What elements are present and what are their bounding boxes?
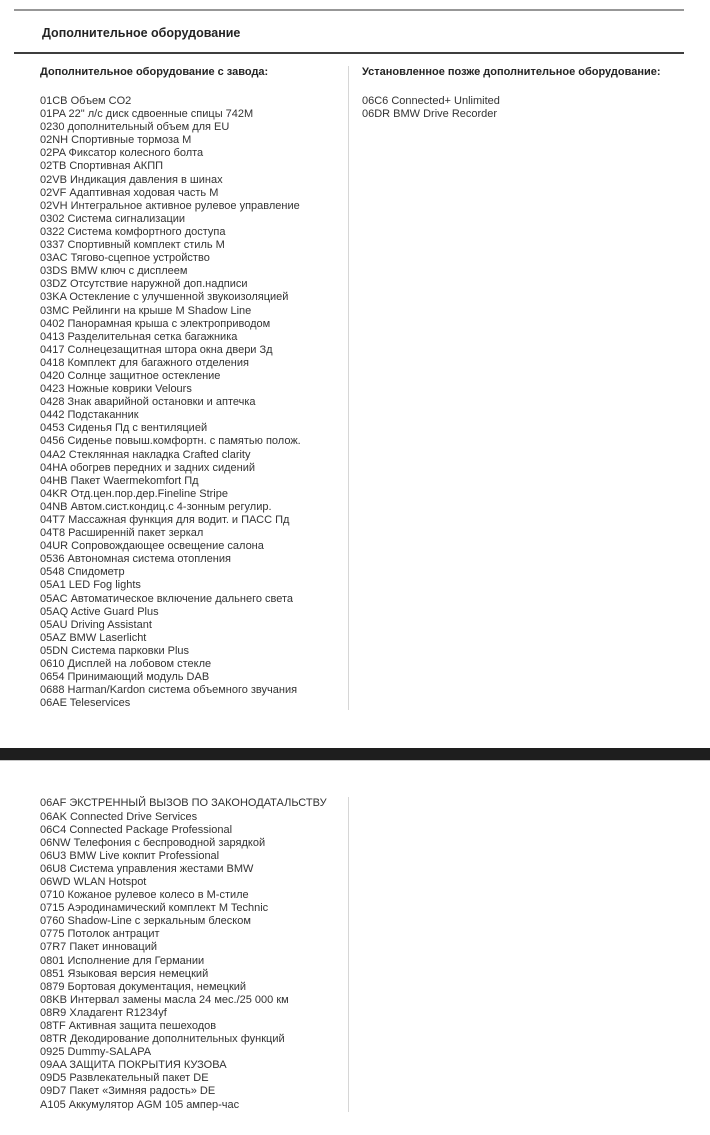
list-item: 0456 Сиденье повыш.комфортн. с памятью полож. [40,435,301,448]
list-item: 0417 Солнецезащитная штора окна двери Зд [40,343,273,356]
equipment-columns-continued [40,797,684,1111]
list-item: 06AE Teleservices [40,697,131,710]
list-item: 05AU Driving Assistant [40,618,152,631]
list-item: 0536 Автономная система отопления [40,553,231,566]
list-item: 08TR Декодирование дополнительных функций [40,1033,285,1046]
list-item: 02NH Спортивные тормоза M [40,134,192,147]
list-item: 06U8 Система управления жестами BMW [40,862,254,875]
list-item: 0420 Солнце защитное остекление [40,369,221,382]
list-item: 05AC Автоматическое включение дальнего света [40,592,294,605]
list-item: 0710 Кожаное рулевое колесо в М-стиле [40,889,249,902]
list-item: 0925 Dummy-SALAPA [40,1046,152,1059]
list-item: 01CB Объем CO2 [40,95,132,107]
list-item: 04A2 Стеклянная накладка Crafted clarity [40,448,251,461]
list-item: 0688 Harman/Kardon система объемного звучания [40,684,298,697]
list-item: 08R9 Хладагент R1234yf [40,1006,167,1019]
factory-equipment-list-continued [40,797,348,1111]
list-item: 0879 Бортовая документация, немецкий [40,980,247,993]
list-item: 0851 Языковая версия немецкий [40,967,209,980]
list-item: 0548 Спидометр [40,566,125,579]
retrofit-equipment-list [362,95,684,121]
list-item: 06WD WLAN Hotspot [40,875,147,888]
equipment-columns [40,66,684,710]
list-item: 0418 Комплект для багажного отделения [40,356,249,369]
list-item: 02TB Спортивная АКПП [40,160,164,173]
page-separator-band [0,748,710,761]
list-item: 06C6 Connected+ Unlimited [362,95,500,107]
list-item: 05DN Система парковки Plus [40,644,190,657]
retrofit-equipment-header: Установленное позже дополнительное оборудование: [362,66,661,78]
list-item: 02VB Индикация давления в шинах [40,173,223,186]
document-page [0,9,710,1135]
factory-equipment-list [40,95,348,710]
list-item: 0402 Панорамная крыша с электроприводом [40,317,271,330]
list-item: 03AC Тягово-сцепное устройство [40,252,210,265]
list-item: 0423 Ножные коврики Velours [40,383,192,396]
list-item: 06NW Телефония с беспроводной зарядкой [40,836,266,849]
list-item: 04NB Автом.сист.кондиц.с 4-зонным регулир. [40,500,272,513]
list-item: 0302 Система сигнализации [40,212,186,225]
list-item: 0610 Дисплей на лобовом стекле [40,658,212,671]
list-item: 0428 Знак аварийной остановки и аптечка [40,396,256,409]
list-item: 04KR Отд.цен.пор.дер.Fineline Stripe [40,487,228,500]
list-item: 03DS BMW ключ с дисплеем [40,265,188,278]
list-item: 04HB Пакет Waermekomfort Пд [40,474,199,487]
list-item: 0337 Спортивный комплект стиль M [40,239,225,252]
list-item: 04T7 Массажная функция для водит. и ПАСС Пд [40,514,290,526]
list-item: 06AK Connected Drive Services [40,810,198,823]
list-item: 04UR Сопровождающее освещение салона [40,540,264,553]
list-item: 04HA обогрев передних и задних сидений [40,461,256,474]
list-item: 06DR BMW Drive Recorder [362,108,498,121]
list-item: 0760 Shadow-Line с зеркальным блеском [40,915,251,928]
list-item: A105 Аккумулятор AGM 105 ампер-час [40,1098,240,1111]
list-item: 05A1 LED Fog lights [40,579,141,592]
list-item: 04T8 Расширенній пакет зеркал [40,527,204,540]
list-item: 08TF Активная защита пешеходов [40,1020,217,1032]
list-item: 0654 Принимающий модуль DAB [40,671,210,684]
factory-equipment-column-continued [40,797,348,1111]
list-item: 05AQ Active Guard Plus [40,605,159,618]
list-item: 0801 Исполнение для Германии [40,954,205,967]
list-item: 0453 Сиденья Пд с вентиляцией [40,422,208,435]
list-item: 03MC Рейлинги на крыше M Shadow Line [40,304,252,317]
factory-equipment-column [40,66,348,710]
list-item: 06C4 Connected Package Professional [40,823,233,836]
factory-equipment-header: Дополнительное оборудование с завода: [40,66,269,78]
list-item: 01PA 22" л/с диск сдвоенные спицы 742M [40,108,254,121]
list-item: 07R7 Пакет инноваций [40,941,157,954]
header-rule-top [14,9,684,11]
list-item: 09AA ЗАЩИТА ПОКРЫТИЯ КУЗОВА [40,1059,227,1072]
list-item: 09D5 Развлекательный пакет DE [40,1072,209,1085]
list-item: 0413 Разделительная сетка багажника [40,330,238,343]
list-item: 08KB Интервал замены масла 24 мес./25 000 км [40,993,289,1006]
list-item: 05AZ BMW Laserlicht [40,631,147,644]
list-item: 02VH Интегральное активное рулевое управление [40,199,300,212]
list-item: 06AF ЭКСТРЕННЫЙ ВЫЗОВ ПО ЗАКОНОДАТАЛЬСТВУ [40,797,327,810]
header-rule-bottom [14,52,684,54]
list-item: 02VF Адаптивная ходовая часть M [40,186,219,199]
list-item: 0322 Система комфортного доступа [40,225,226,238]
retrofit-equipment-column-continued [348,797,684,1111]
list-item: 06U3 BMW Live кокпит Professional [40,849,220,862]
list-item: 0715 Аэродинамический комплект M Technic [40,902,269,915]
list-item: 03DZ Отсутствие наружной доп.надписи [40,278,248,291]
list-item: 0775 Потолок антрацит [40,928,160,941]
retrofit-equipment-column [348,66,684,710]
list-item: 03KA Остекление с улучшенной звукоизоляцией [40,291,289,304]
list-item: 09D7 Пакет «Зимняя радость» DE [40,1085,216,1098]
list-item: 0230 дополнительный объем для EU [40,121,230,134]
list-item: 02PA Фиксатор колесного болта [40,147,204,160]
page-title: Дополнительное оборудование [42,26,241,40]
list-item: 0442 Подстаканник [40,409,139,422]
